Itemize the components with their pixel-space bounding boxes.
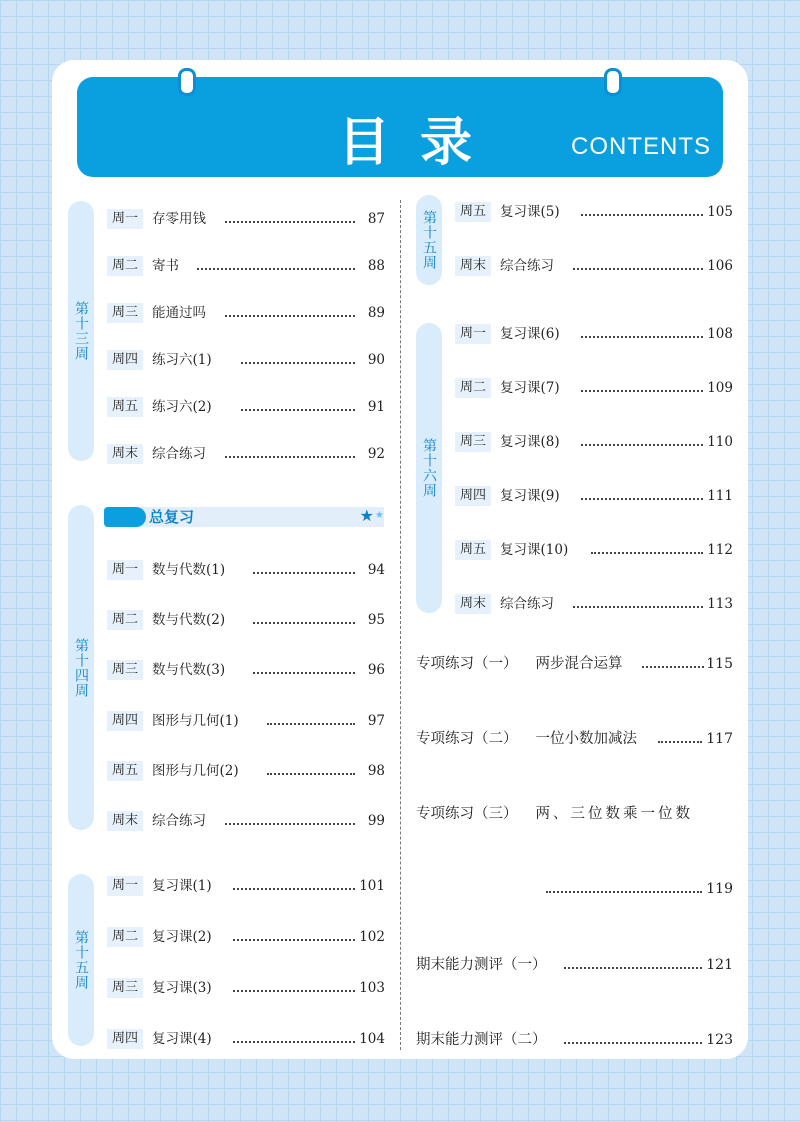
entry-topic: 复习课(1)	[152, 878, 212, 894]
toc-entry[interactable]	[107, 303, 385, 323]
entry-page: 88	[367, 258, 385, 274]
entry-topic: 数与代数(3)	[152, 662, 226, 678]
leader-dots	[233, 888, 355, 890]
entry-page: 87	[367, 211, 385, 227]
toc-entry[interactable]	[107, 761, 385, 781]
entry-page: 96	[367, 662, 385, 678]
leader-dots	[225, 456, 355, 458]
entry-topic: 复习课(8)	[500, 434, 560, 450]
entry-page: 106	[707, 258, 733, 274]
leader-dots	[225, 823, 355, 825]
leader-dots	[197, 268, 355, 270]
special-topic: 一位小数加减法	[535, 731, 637, 747]
review-section-bar	[104, 507, 384, 527]
leader-dots	[253, 672, 355, 674]
day-badge: 周四	[107, 711, 143, 731]
entry-topic: 复习课(5)	[500, 204, 560, 220]
leader-dots	[642, 666, 704, 668]
leader-dots	[241, 362, 355, 364]
star-icon: ★	[359, 506, 374, 525]
leader-dots	[581, 390, 703, 392]
special-page: 123	[706, 1032, 733, 1048]
toc-entry[interactable]	[107, 610, 385, 630]
special-page: 117	[706, 731, 733, 747]
entry-topic: 综合练习	[500, 596, 554, 612]
entry-topic: 综合练习	[152, 446, 206, 462]
entry-page: 98	[367, 763, 385, 779]
entry-page: 89	[367, 305, 385, 321]
toc-entry[interactable]	[455, 486, 733, 506]
entry-page: 112	[707, 542, 733, 558]
day-badge: 周一	[107, 209, 143, 229]
leader-dots	[564, 967, 702, 969]
day-badge: 周五	[107, 761, 143, 781]
entry-topic: 练习六(1)	[152, 352, 212, 368]
week-tab-14	[68, 505, 94, 830]
toc-entry[interactable]	[107, 978, 385, 998]
review-label: 总复习	[149, 508, 195, 526]
special-entry-3[interactable]	[416, 803, 733, 825]
entry-page: 111	[707, 488, 733, 504]
toc-entry[interactable]	[455, 540, 733, 560]
day-badge: 周末	[107, 444, 143, 464]
leader-dots	[267, 773, 355, 775]
entry-page: 97	[367, 713, 385, 729]
toc-entry[interactable]	[455, 324, 733, 344]
leader-dots	[225, 221, 355, 223]
toc-entry[interactable]	[107, 350, 385, 370]
leader-dots	[591, 552, 703, 554]
entry-page: 113	[707, 596, 733, 612]
entry-topic: 复习课(2)	[152, 929, 212, 945]
week-tab-15-cont	[416, 195, 442, 285]
entry-topic: 复习课(7)	[500, 380, 560, 396]
entry-page: 99	[367, 813, 385, 829]
week-label: 第十五周	[73, 930, 89, 990]
entry-page: 92	[367, 446, 385, 462]
page-title: 目录	[338, 113, 503, 173]
special-entry-2[interactable]	[416, 728, 733, 750]
leader-dots	[233, 939, 355, 941]
leader-dots	[581, 214, 703, 216]
entry-topic: 复习课(9)	[500, 488, 560, 504]
toc-entry[interactable]	[107, 1029, 385, 1049]
toc-entry[interactable]	[107, 209, 385, 229]
toc-entry[interactable]	[455, 256, 733, 276]
page-subtitle: CONTENTS	[571, 133, 711, 160]
special-entry-1[interactable]	[416, 653, 733, 675]
entry-page: 103	[359, 980, 385, 996]
leader-dots	[546, 891, 702, 893]
entry-topic: 数与代数(1)	[152, 562, 226, 578]
special-title: 专项练习（一）	[416, 656, 518, 672]
leader-dots	[573, 606, 703, 608]
entry-page: 104	[359, 1031, 385, 1047]
toc-entry[interactable]	[107, 256, 385, 276]
toc-entry[interactable]	[455, 594, 733, 614]
day-badge: 周二	[107, 610, 143, 630]
leader-dots	[253, 572, 355, 574]
toc-entry[interactable]	[455, 378, 733, 398]
entry-topic: 复习课(10)	[500, 542, 569, 558]
special-title: 期末能力测评（二）	[416, 1032, 547, 1048]
leader-dots	[253, 622, 355, 624]
entry-topic: 综合练习	[152, 813, 206, 829]
day-badge: 周三	[455, 432, 491, 452]
toc-entry[interactable]	[107, 876, 385, 896]
entry-page: 105	[707, 204, 733, 220]
day-badge: 周五	[107, 397, 143, 417]
toc-entry[interactable]	[107, 711, 385, 731]
special-title: 专项练习（二）	[416, 731, 518, 747]
week-tab-16	[416, 323, 442, 613]
entry-page: 91	[367, 399, 385, 415]
review-pill	[104, 507, 146, 527]
entry-topic: 存零用钱	[152, 211, 206, 227]
entry-page: 108	[707, 326, 733, 342]
toc-entry[interactable]	[107, 660, 385, 680]
binder-ring-left	[178, 68, 196, 96]
week-label: 第十三周	[73, 301, 89, 361]
week-label: 第十六周	[421, 438, 437, 498]
leader-dots	[581, 336, 703, 338]
binder-ring-right	[604, 68, 622, 96]
entry-page: 90	[367, 352, 385, 368]
week-label: 第十四周	[73, 637, 89, 698]
entry-topic: 图形与几何(1)	[152, 713, 239, 729]
day-badge: 周三	[107, 660, 143, 680]
toc-entry[interactable]	[107, 444, 385, 464]
entry-topic: 图形与几何(2)	[152, 763, 239, 779]
toc-entry[interactable]	[107, 560, 385, 580]
day-badge: 周一	[107, 560, 143, 580]
special-page: 115	[706, 656, 733, 672]
entry-topic: 能通过吗	[152, 305, 206, 321]
day-badge: 周末	[455, 594, 491, 614]
leader-dots	[564, 1042, 702, 1044]
special-title: 期末能力测评（一）	[416, 957, 547, 973]
toc-entry[interactable]	[455, 432, 733, 452]
week-tab-13	[68, 201, 94, 461]
leader-dots	[233, 1041, 355, 1043]
leader-dots	[573, 268, 703, 270]
entry-topic: 复习课(6)	[500, 326, 560, 342]
special-entry-5[interactable]	[416, 1029, 733, 1051]
special-title: 专项练习（三）	[416, 806, 518, 822]
week-label: 第十五周	[421, 210, 437, 270]
entry-page: 101	[359, 878, 385, 894]
entry-topic: 复习课(4)	[152, 1031, 212, 1047]
day-badge: 周末	[107, 811, 143, 831]
toc-entry[interactable]	[107, 397, 385, 417]
entry-topic: 寄书	[152, 258, 179, 274]
leader-dots	[233, 990, 355, 992]
special-page: 119	[706, 881, 733, 897]
day-badge: 周四	[107, 350, 143, 370]
special-entry-3-page[interactable]	[416, 878, 733, 900]
special-page: 121	[706, 957, 733, 973]
entry-topic: 练习六(2)	[152, 399, 212, 415]
entry-topic: 复习课(3)	[152, 980, 212, 996]
toc-entry[interactable]	[107, 927, 385, 947]
day-badge: 周二	[107, 256, 143, 276]
toc-entry[interactable]	[107, 811, 385, 831]
star-small-icon: ★	[375, 510, 384, 521]
leader-dots	[241, 409, 355, 411]
entry-page: 109	[707, 380, 733, 396]
day-badge: 周五	[455, 540, 491, 560]
special-topic: 两、三位数乘一位数	[535, 806, 693, 822]
entry-page: 110	[707, 434, 733, 450]
column-divider	[400, 200, 401, 1050]
day-badge: 周二	[455, 378, 491, 398]
leader-dots	[581, 444, 703, 446]
special-topic: 两步混合运算	[535, 656, 623, 672]
day-badge: 周四	[455, 486, 491, 506]
day-badge: 周二	[107, 927, 143, 947]
day-badge: 周五	[455, 202, 491, 222]
leader-dots	[658, 741, 702, 743]
entry-topic: 数与代数(2)	[152, 612, 226, 628]
special-entry-4[interactable]	[416, 954, 733, 976]
entry-page: 102	[359, 929, 385, 945]
week-tab-15	[68, 874, 94, 1046]
day-badge: 周三	[107, 303, 143, 323]
day-badge: 周一	[107, 876, 143, 896]
leader-dots	[267, 723, 355, 725]
toc-entry[interactable]	[455, 202, 733, 222]
day-badge: 周一	[455, 324, 491, 344]
entry-topic: 综合练习	[500, 258, 554, 274]
day-badge: 周四	[107, 1029, 143, 1049]
entry-page: 95	[367, 612, 385, 628]
day-badge: 周三	[107, 978, 143, 998]
entry-page: 94	[367, 562, 385, 578]
leader-dots	[581, 498, 703, 500]
leader-dots	[225, 315, 355, 317]
day-badge: 周末	[455, 256, 491, 276]
